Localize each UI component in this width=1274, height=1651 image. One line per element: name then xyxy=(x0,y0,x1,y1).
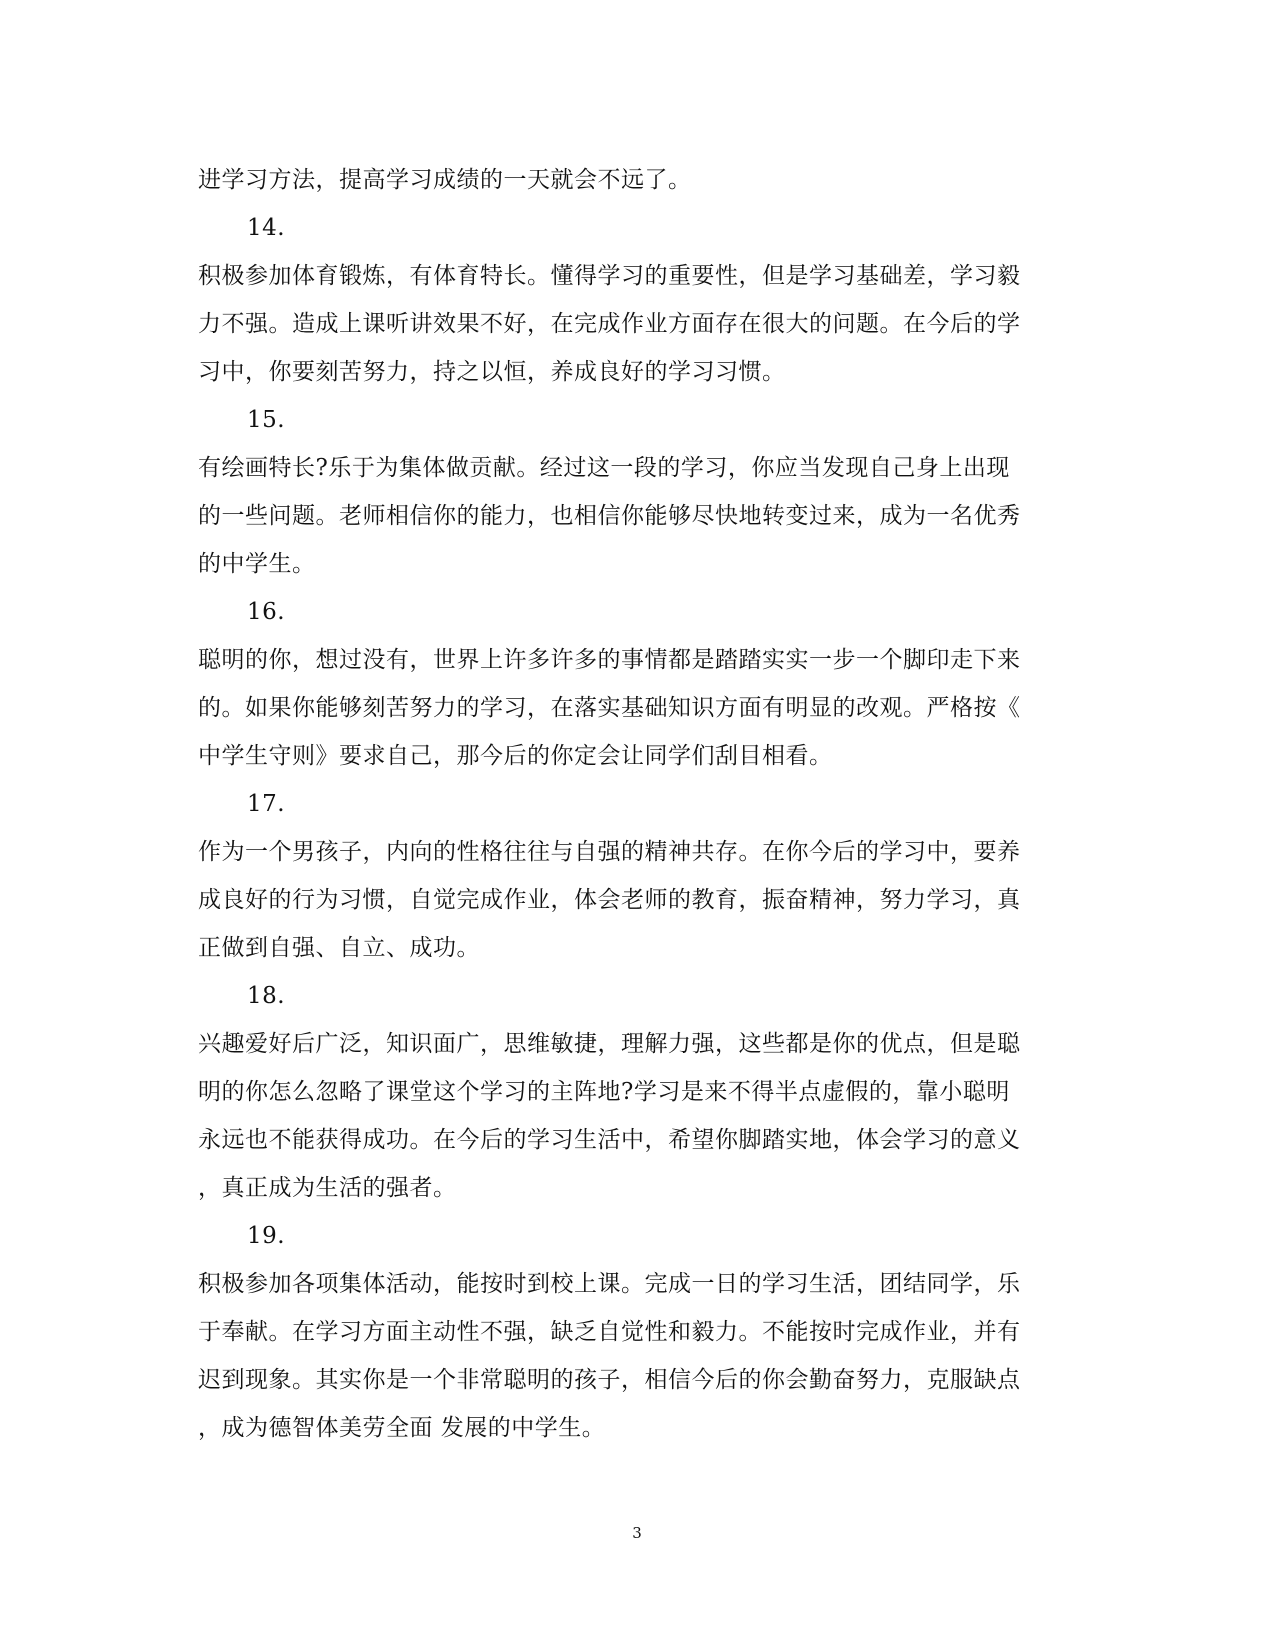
text-line: 的。如果你能够刻苦努力的学习，在落实基础知识方面有明显的改观。严格按《 xyxy=(198,695,1021,721)
text-line: 中学生守则》要求自己，那今后的你定会让同学们刮目相看。 xyxy=(198,743,833,769)
text-line: 正做到自强、自立、成功。 xyxy=(198,935,480,961)
text-line: 进学习方法，提高学习成绩的一天就会不远了。 xyxy=(198,167,692,193)
text-line: 积极参加各项集体活动，能按时到校上课。完成一日的学习生活，团结同学，乐 xyxy=(198,1271,1021,1297)
item-number: 16. xyxy=(247,599,286,625)
text-line: 作为一个男孩子，内向的性格往往与自强的精神共存。在你今后的学习中，要养 xyxy=(198,839,1021,865)
text-line: 成良好的行为习惯，自觉完成作业，体会老师的教育，振奋精神，努力学习，真 xyxy=(198,887,1021,913)
text-line: 积极参加体育锻炼，有体育特长。懂得学习的重要性，但是学习基础差，学习毅 xyxy=(198,263,1021,289)
item-number: 17. xyxy=(247,791,286,817)
text-line: ，成为德智体美劳全面 发展的中学生。 xyxy=(198,1415,606,1441)
text-line: ，真正成为生活的强者。 xyxy=(198,1175,457,1201)
item-number: 18. xyxy=(247,983,286,1009)
item-number: 19. xyxy=(247,1223,286,1249)
text-line: 于奉献。在学习方面主动性不强，缺乏自觉性和毅力。不能按时完成作业，并有 xyxy=(198,1319,1021,1345)
text-line: 迟到现象。其实你是一个非常聪明的孩子，相信今后的你会勤奋努力，克服缺点 xyxy=(198,1367,1021,1393)
text-line: 力不强。造成上课听讲效果不好，在完成作业方面存在很大的问题。在今后的学 xyxy=(198,311,1021,337)
page-number: 3 xyxy=(632,1524,642,1542)
item-number: 15. xyxy=(247,407,286,433)
text-line: 兴趣爱好后广泛，知识面广，思维敏捷，理解力强，这些都是你的优点，但是聪 xyxy=(198,1031,1021,1057)
text-line: 明的你怎么忽略了课堂这个学习的主阵地?学习是来不得半点虚假的，靠小聪明 xyxy=(198,1079,1010,1105)
text-line: 聪明的你，想过没有，世界上许多许多的事情都是踏踏实实一步一个脚印走下来 xyxy=(198,647,1021,673)
text-line: 习中，你要刻苦努力，持之以恒，养成良好的学习习惯。 xyxy=(198,359,786,385)
text-line: 的一些问题。老师相信你的能力，也相信你能够尽快地转变过来，成为一名优秀 xyxy=(198,503,1021,529)
text-line: 有绘画特长?乐于为集体做贡献。经过这一段的学习，你应当发现自己身上出现 xyxy=(198,455,1010,481)
text-line: 永远也不能获得成功。在今后的学习生活中，希望你脚踏实地，体会学习的意义 xyxy=(198,1127,1021,1153)
document-body xyxy=(198,156,1078,1452)
item-number: 14. xyxy=(247,215,286,241)
text-line: 的中学生。 xyxy=(198,551,316,577)
